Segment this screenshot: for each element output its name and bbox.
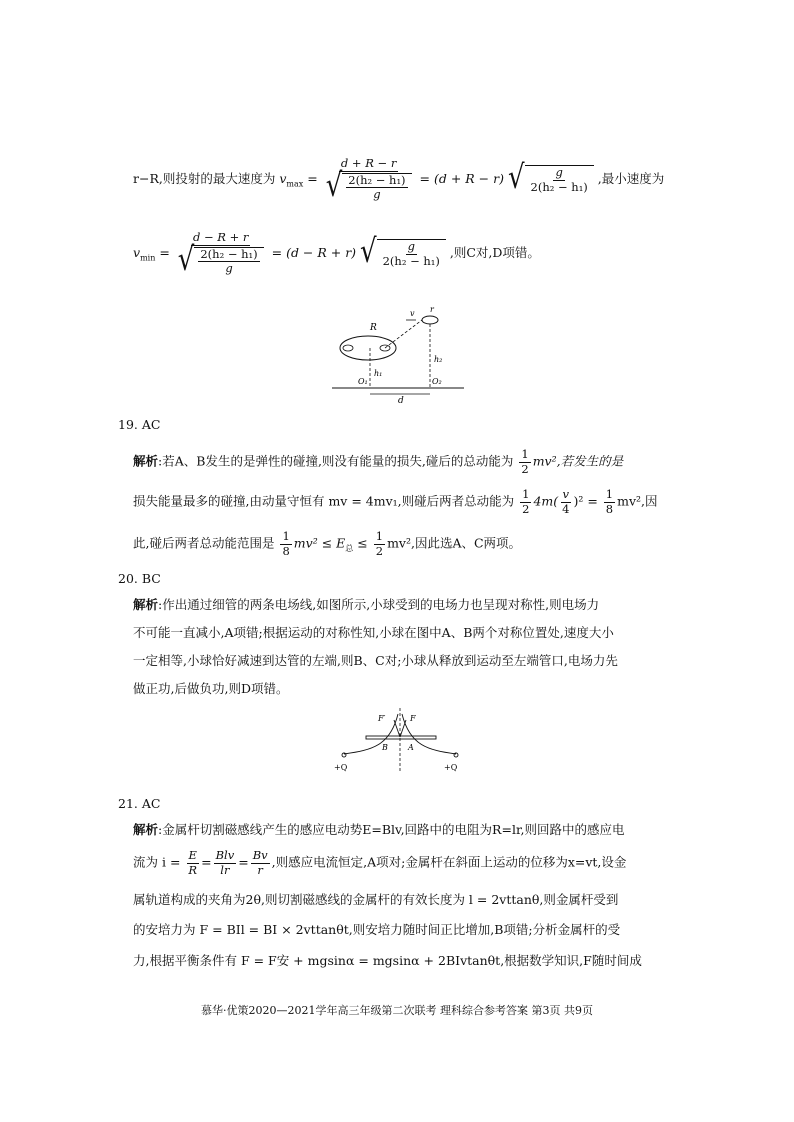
force-f-prime — [394, 720, 400, 737]
q21-line2: 流为 i = $\frac{E}{R}$ = Blv lr = $\frac{Bv}{r}$ ,则感应电流恒定,A项对;金属杆在斜面上运动的位移为x=vt,设金 — [133, 848, 627, 877]
force-f — [400, 720, 406, 737]
upper-ring — [422, 316, 438, 324]
lower-ring — [340, 336, 396, 360]
q21-line5: 力,根据平衡条件有 F = F安 + mgsinα = mgsinα + 2BIvtanθt,根据数学知识,F随时间成 — [133, 953, 642, 968]
q21-line3: 属轨道构成的夹角为2θ,则切割磁感线的金属杆的有效长度为 l = 2vttanθ,则金属杆受到 — [133, 892, 619, 907]
q18-line2: $v_{min}$ = d − R + r √ $\frac{\text{2(h₂ − h₁)}}{g}$ = (d − R + r) √ $\frac{g}{\text{2(h₂ − h₁)}}$ ,则C对,D项错。 — [133, 230, 540, 278]
field-lines-figure — [332, 706, 468, 774]
svg-text:h₂: h₂ — [434, 355, 443, 364]
q21-number: 21. AC — [118, 796, 161, 811]
svg-text:d: d — [398, 396, 404, 404]
svg-text:F′: F′ — [378, 714, 386, 723]
svg-text:+Q: +Q — [334, 763, 348, 772]
q20-line1: 解析:作出通过细管的两条电场线,如图所示,小球受到的电场力也呈现对称性,则电场力 — [133, 597, 600, 612]
svg-text:v: v — [410, 309, 415, 318]
svg-text:+Q: +Q — [444, 763, 458, 772]
q19-line2: 损失能量最多的碰撞,由动量守恒有 mv = 4mv₁,则碰后两者总动能为 $\frac{1}{2}$ 4m( $\frac{v}{4}$ )² = $\frac{1}{8}$ mv²,因 — [133, 487, 658, 516]
q21-line1: 解析:金属杆切割磁感线产生的感应电动势E=Blv,回路中的电阻为R=lr,则回路中的感应电 — [133, 822, 625, 837]
q19-line1: 解析:若A、B发生的是弹性的碰撞,则没有能量的损失,碰后的总动能为 $\frac{1}{2}$ mv²,若发生的是 — [133, 447, 624, 476]
svg-text:O₂: O₂ — [432, 377, 442, 386]
q19-line3: 此,碰后两者总动能范围是 $\frac{1}{8}$ $mv^2 \le E_总$ ≤ $\frac{1}{2}$ mv²,因此选A、C两项。 — [133, 529, 522, 558]
q20-line3: 一定相等,小球恰好减速到达管的左端,则B、C对;小球从释放到运动至左端管口,电场力先 — [133, 653, 618, 668]
q18-line1: r−R,则投射的最大速度为 $v_{max}$ = d + R − r √ $\frac{\text{2(h₂ − h₁)}}{g}$ = (d + R − r) √ $\frac{g}{\text{2(h₂ − h₁)}}$ ,最小速度为 — [133, 156, 665, 204]
vmax-fraction: d + R − r √ $\frac{\text{2(h₂ − h₁)}}{g}$ — [324, 158, 414, 201]
q20-number: 20. BC — [118, 571, 161, 586]
vmin-symbol: v — [133, 244, 141, 260]
vmax-root: √ $\frac{g}{\text{2(h₂ − h₁)}}$ — [508, 165, 594, 193]
svg-text:A: A — [408, 743, 414, 752]
q20-line4: 做正功,后做负功,则D项错。 — [133, 681, 289, 696]
svg-text:R: R — [370, 323, 377, 333]
thin-tube — [366, 736, 436, 739]
q19-number: 19. AC — [118, 417, 161, 432]
q20-line2: 不可能一直减小,A项错;根据运动的对称性知,小球在图中A、B两个对称位置处,速度大小 — [133, 625, 614, 640]
svg-text:F: F — [410, 714, 416, 723]
vmin-fraction: d − R + r √ $\frac{\text{2(h₂ − h₁)}}{g}$ — [176, 232, 266, 275]
q21-line4: 的安培力为 F = BIl = BI × 2vttanθt,则安培力随时间正比增加,B项错;分析金属杆的受 — [133, 922, 621, 937]
vmax-symbol: v — [279, 170, 287, 186]
svg-text:B: B — [382, 743, 388, 752]
svg-text:h₁: h₁ — [374, 369, 383, 378]
vmin-root: √ $\frac{g}{\text{2(h₂ − h₁)}}$ — [360, 239, 446, 267]
field-line-left — [344, 714, 398, 754]
page-footer: 慕华·优策2020—2021学年高三年级第二次联考 理科综合参考答案 第3页 共9页 — [201, 1004, 593, 1017]
projectile-figure — [330, 304, 470, 404]
svg-text:r: r — [430, 305, 434, 314]
svg-text:O₁: O₁ — [358, 377, 368, 386]
